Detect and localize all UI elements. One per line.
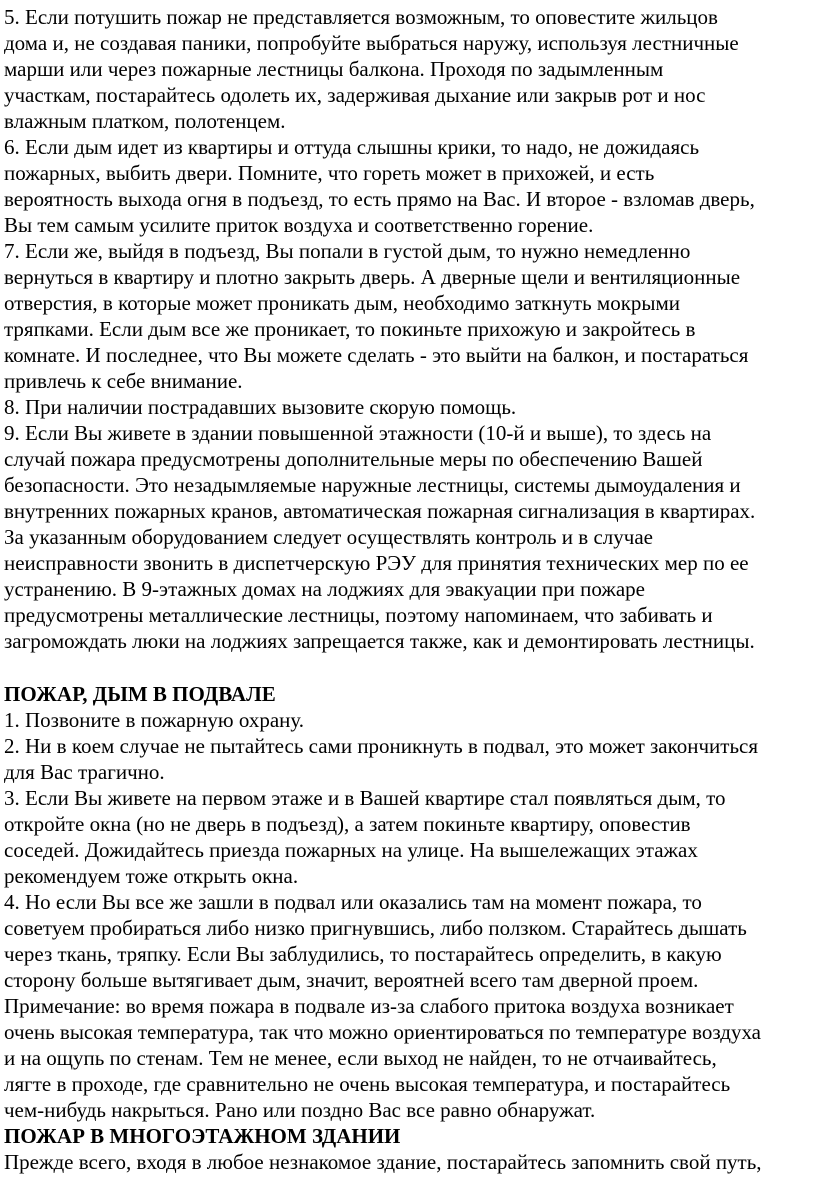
paragraph-item-4: 4. Но если Вы все же зашли в подвал или оказались там на момент пожара, то советуем пробираться либо низко пригнувшись, либо ползком. Старайтесь дышать через ткань, тряпку. Если Вы заблудились, то постарайтесь определить, в какую сторону больше вытягивает дым, значит, вероятней всего там дверной проем. bbox=[4, 890, 747, 992]
paragraph-item-5: 5. Если потушить пожар не представляется возможным, то оповестите жильцов дома и, не создавая паники, попробуйте выбраться наружу, используя лестничные марши или через пожарные лестницы балкона. Проходя по задымленным участкам, постарайтесь одолеть их, задерживая дыхание или закрыв рот и нос влажным платком, полотенцем. bbox=[4, 5, 739, 133]
paragraph-item-6: 6. Если дым идет из квартиры и оттуда слышны крики, то надо, не дожидаясь пожарных, выбить двери. Помните, что гореть может в прихожей, и есть вероятность выхода огня в подъезд, то есть прямо на Вас. И второе - взломав дверь, Вы тем самым усилите приток воздуха и соответственно горение. bbox=[4, 135, 755, 237]
paragraph-item-2: 2. Ни в коем случае не пытайтесь сами проникнуть в подвал, это может закончиться для Вас трагично. bbox=[4, 734, 759, 784]
paragraph-item-1: 1. Позвоните в пожарную охрану. bbox=[4, 708, 305, 732]
section-apartment-fire bbox=[4, 4, 814, 654]
section-spacer bbox=[4, 654, 814, 681]
paragraph-item-3: 3. Если Вы живете на первом этаже и в Вашей квартире стал появляться дым, то откройте окна (но не дверь в подъезд), а затем покиньте квартиру, оповестив соседей. Дожидайтесь приезда пожарных на улице. На вышележащих этажах рекомендуем тоже открыть окна. bbox=[4, 786, 726, 888]
document-page bbox=[4, 4, 814, 1175]
section-heading: ПОЖАР В МНОГОЭТАЖНОМ ЗДАНИИ bbox=[4, 1124, 401, 1148]
note-paragraph: Примечание: во время пожара в подвале из-за слабого притока воздуха возникает очень высокая температура, так что можно ориентироваться по температуре воздуха и на ощупь по стенам. Тем не менее, если выход не найден, то не отчаивайтесь, лягте в проходе, где сравнительно не очень высокая температура, и постарайтесь чем-нибудь накрыться. Рано или поздно Вас все равно обнаружат. bbox=[4, 994, 762, 1122]
paragraph-item-9: 9. Если Вы живете в здании повышенной этажности (10-й и выше), то здесь на случай пожара предусмотрены дополнительные меры по обеспечению Вашей безопасности. Это незадымляемые наружные лестницы, системы дымоудаления и внутренних пожарных кранов, автоматическая пожарная сигнализация в квартирах. За указанным оборудованием следует осуществлять контроль и в случае неисправности звонить в диспетчерскую РЭУ для принятия технических мер по ее устранению. В 9-этажных домах на лоджиях для эвакуации при пожаре предусмотрены металлические лестницы, поэтому напоминаем, что забивать и загромождать люки на лоджиях запрещается также, как и демонтировать лестницы. bbox=[4, 421, 756, 653]
paragraph-item-8: 8. При наличии пострадавших вызовите скорую помощь. bbox=[4, 395, 517, 419]
section-highrise-fire bbox=[4, 1123, 814, 1175]
section-basement-fire bbox=[4, 681, 814, 1123]
section-heading: ПОЖАР, ДЫМ В ПОДВАЛЕ bbox=[4, 682, 276, 706]
paragraph-item-7: 7. Если же, выйдя в подъезд, Вы попали в густой дым, то нужно немедленно вернуться в квартиру и плотно закрыть дверь. А дверные щели и вентиляционные отверстия, в которые может проникать дым, необходимо заткнуть мокрыми тряпками. Если дым все же проникает, то покиньте прихожую и закройтесь в комнате. И последнее, что Вы можете сделать - это выйти на балкон, и постараться привлечь к себе внимание. bbox=[4, 239, 749, 393]
paragraph-intro: Прежде всего, входя в любое незнакомое здание, постарайтесь запомнить свой путь, bbox=[4, 1150, 762, 1174]
